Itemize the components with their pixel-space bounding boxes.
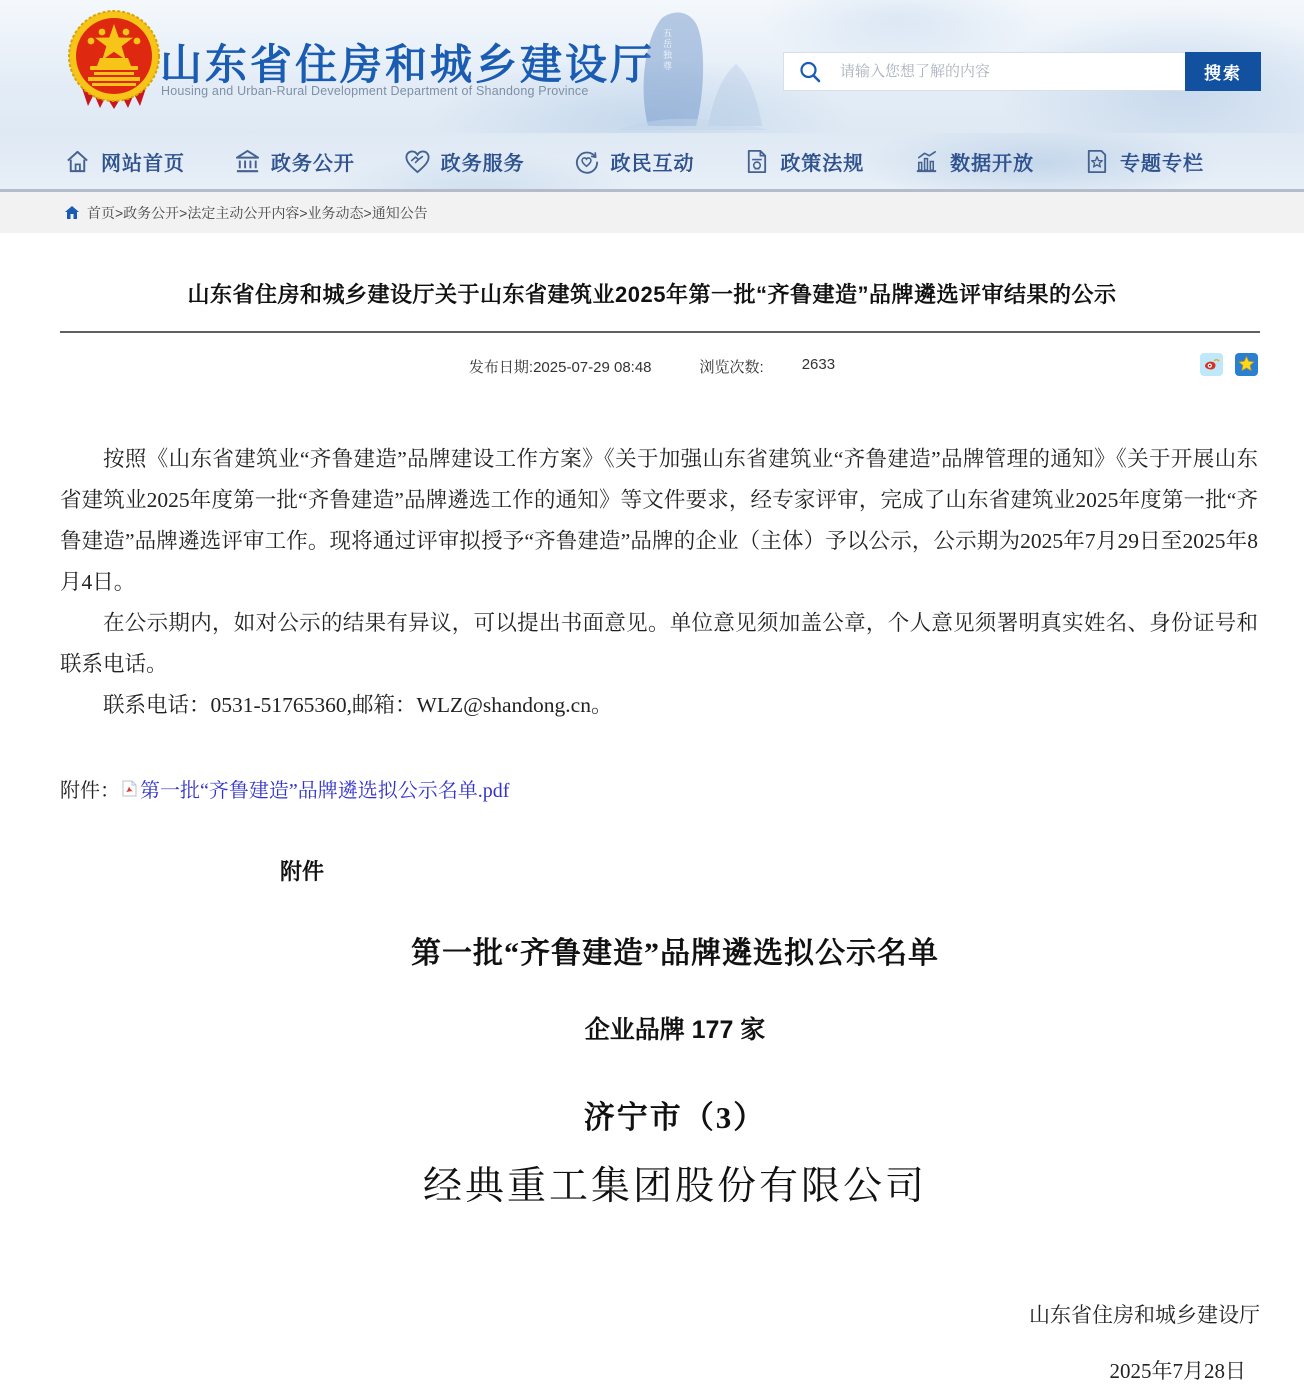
views-label: 浏览次数: [699, 358, 764, 376]
article-title: 山东省住房和城乡建设厅关于山东省建筑业2025年第一批“齐鲁建造”品牌遴选评审结果的公示 [187, 282, 1117, 307]
preview-company: 经典重工集团股份有限公司 [422, 1165, 927, 1208]
star-doc-icon [1083, 148, 1110, 175]
preview-title: 第一批“齐鲁建造”品牌遴选拟公示名单 [411, 937, 939, 970]
nav-label: 政务公开 [270, 152, 355, 175]
decorative-stone-label: 五岳独尊 [662, 28, 672, 72]
breadcrumb-bar [0, 192, 1304, 233]
paragraph-1: 按照《山东省建筑业“齐鲁建造”品牌建设工作方案》《关于加强山东省建筑业“齐鲁建造”品牌管理的通知》《关于开展山东省建筑业2025年度第一批“齐鲁建造”品牌遴选工作的通知》等文件要求，经专家评审，完成了山东省建筑业2025年度第一批“齐鲁建造”品牌遴选评审工作。现将通过评审拟授予“齐鲁建造”品牌的企业（主体）予以公示，公示期为2025年7月29日至2025年8月4日。 [60, 447, 1258, 594]
nav-item-home[interactable] [64, 147, 185, 176]
nav-item-gov-services[interactable] [404, 147, 525, 176]
views-count: 2633 [801, 355, 836, 373]
home-icon [64, 148, 91, 175]
nav-label: 政民互动 [610, 152, 695, 175]
nav-label: 政务服务 [440, 152, 525, 175]
interaction-icon [573, 148, 600, 175]
nav-item-interaction[interactable] [573, 147, 694, 176]
nav-label: 政策法规 [780, 152, 865, 175]
handshake-icon [404, 148, 431, 175]
preview-subtitle: 企业品牌 177 家 [584, 1016, 766, 1044]
attachment-row [60, 774, 1258, 803]
preview-heading: 附件 [280, 859, 325, 884]
nav-item-policies[interactable] [743, 147, 864, 176]
signature-org: 山东省住房和城乡建设厅 [1029, 1303, 1260, 1327]
nav-label: 数据开放 [950, 152, 1035, 175]
search-box [783, 52, 1261, 91]
signature-date: 2025年7月28日 [1109, 1359, 1246, 1383]
paragraph-2: 在公示期内，如对公示的结果有异议，可以提出书面意见。单位意见须加盖公章，个人意见须署明真实姓名、身份证号和联系电话。 [60, 611, 1258, 676]
national-emblem-logo [64, 10, 164, 114]
nav-item-special-topics[interactable] [1083, 147, 1204, 176]
nav-label: 网站首页 [101, 152, 185, 175]
qzone-share-icon[interactable] [1235, 353, 1258, 376]
signature-block [0, 1299, 1260, 1385]
pdf-file-icon [122, 780, 137, 797]
attachment-preview [280, 855, 1070, 1211]
search-button[interactable]: 搜索 [1185, 52, 1261, 91]
site-subtitle: Housing and Urban-Rural Development Department of Shandong Province [161, 84, 589, 98]
nav-label: 专题专栏 [1119, 152, 1204, 175]
search-input[interactable] [822, 53, 1185, 90]
attachment-label: 附件： [60, 780, 120, 802]
nav-item-open-data[interactable] [913, 147, 1034, 176]
bank-icon [234, 148, 261, 175]
title-divider [60, 331, 1260, 333]
article-body [60, 439, 1258, 726]
policy-doc-icon [743, 148, 770, 175]
weibo-share-icon[interactable] [1200, 353, 1223, 376]
preview-city-group: 济宁市（3） [583, 1100, 767, 1135]
article [0, 278, 1304, 1385]
main-nav [0, 133, 1304, 192]
site-header [0, 0, 1304, 133]
nav-item-gov-info[interactable] [234, 147, 355, 176]
attachment-link[interactable]: 第一批“齐鲁建造”品牌遴选拟公示名单.pdf [140, 780, 510, 802]
breadcrumb[interactable]: 首页>政务公开>法定主动公开内容>业务动态>通知公告 [87, 204, 428, 221]
search-icon [798, 60, 822, 84]
article-meta [0, 353, 1304, 379]
site-title: 山东省住房和城乡建设厅 [160, 41, 656, 88]
data-chart-icon [913, 148, 940, 175]
publish-date: 发布日期:2025-07-29 08:48 [468, 358, 652, 376]
paragraph-contact: 联系电话：0531-51765360,邮箱：WLZ@shandong.cn。 [103, 693, 613, 717]
share-buttons [1200, 353, 1258, 376]
breadcrumb-home-icon [64, 205, 80, 220]
